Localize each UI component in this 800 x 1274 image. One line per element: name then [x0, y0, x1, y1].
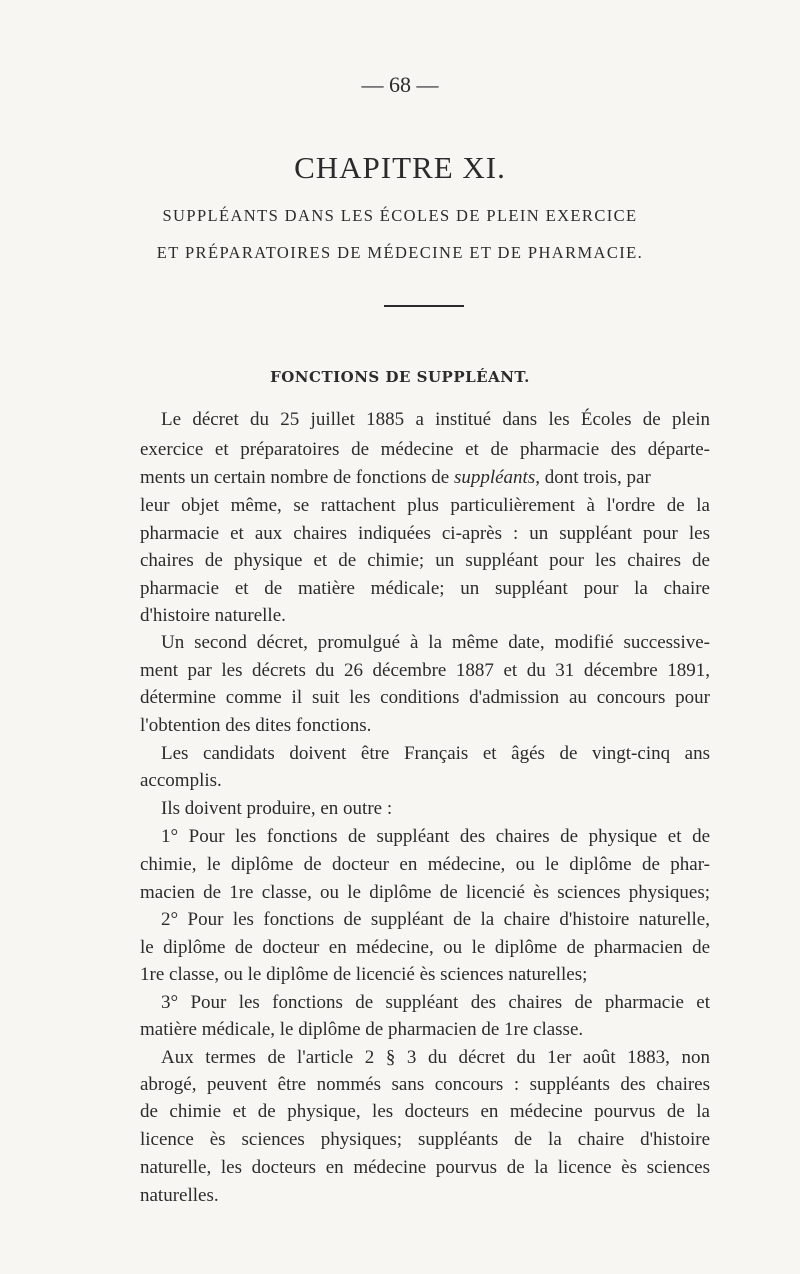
separator-rule: [384, 305, 464, 307]
text-line: 3° Pour les fonctions de suppléant des chaires de pharmacie et: [161, 992, 710, 1013]
text-line: Le décret du 25 juillet 1885 a institué dans les Écoles de plein: [161, 409, 710, 430]
text-line: 1° Pour les fonctions de suppléant des chaires de physique et de: [161, 826, 710, 847]
chapter-subtitle-line-1: SUPPLÉANTS DANS LES ÉCOLES DE PLEIN EXERCICE: [162, 206, 638, 225]
text-line: exercice et préparatoires de médecine et de pharmacie des départe-: [140, 439, 710, 460]
text-run: , dont trois, par: [535, 467, 651, 488]
text-line: ment par les décrets du 26 décembre 1887 et du 31 décembre 1891,: [140, 660, 710, 681]
text-line: chaires de physique et de chimie; un suppléant pour les chaires de: [140, 550, 710, 571]
text-line: naturelle, les docteurs en médecine pourvus de la licence ès sciences: [140, 1157, 710, 1178]
text-line: détermine comme il suit les conditions d'admission au concours pour: [140, 687, 710, 708]
text-line: licence ès sciences physiques; suppléants de la chaire d'histoire: [140, 1129, 710, 1150]
text-line: Ils doivent produire, en outre :: [161, 798, 393, 819]
text-line: macien de 1re classe, ou le diplôme de licencié ès sciences physiques;: [140, 882, 710, 903]
text-line: 1re classe, ou le diplôme de licencié ès sciences naturelles;: [140, 964, 588, 985]
text-line: chimie, le diplôme de docteur en médecine, ou le diplôme de phar-: [140, 854, 710, 875]
text-line: Aux termes de l'article 2 § 3 du décret du 1er août 1883, non: [161, 1047, 710, 1068]
text-line: 2° Pour les fonctions de suppléant de la chaire d'histoire naturelle,: [161, 909, 710, 930]
text-line: leur objet même, se rattachent plus particulièrement à l'ordre de la: [140, 495, 710, 516]
text-line: Les candidats doivent être Français et âgés de vingt-cinq ans: [161, 743, 710, 764]
text-run: ments un certain nombre de fonctions de: [140, 467, 450, 488]
italic-term: suppléants: [453, 467, 536, 488]
text-line: abrogé, peuvent être nommés sans concours : suppléants des chaires: [140, 1074, 710, 1095]
text-line: l'obtention des dites fonctions.: [140, 715, 372, 736]
chapter-subtitle-line-2: ET PRÉPARATOIRES DE MÉDECINE ET DE PHARMACIE.: [156, 243, 644, 262]
text-line: pharmacie et de matière médicale; un suppléant pour la chaire: [140, 578, 710, 599]
text-line: naturelles.: [140, 1185, 219, 1206]
text-line: pharmacie et aux chaires indiquées ci-après : un suppléant pour les: [140, 523, 710, 544]
text-line: Un second décret, promulgué à la même date, modifié successive-: [161, 632, 710, 653]
section-heading: FONCTIONS DE SUPPLÉANT.: [270, 368, 530, 386]
text-line: [140, 464, 651, 492]
text-line: accomplis.: [140, 770, 222, 791]
text-line: de chimie et de physique, les docteurs en médecine pourvus de la: [140, 1101, 710, 1122]
text-line: d'histoire naturelle.: [140, 605, 286, 626]
text-line: matière médicale, le diplôme de pharmacien de 1re classe.: [140, 1019, 584, 1040]
chapter-title: CHAPITRE XI.: [294, 150, 506, 185]
page-number: — 68 —: [361, 72, 439, 97]
text-line: le diplôme de docteur en médecine, ou le diplôme de pharmacien de: [140, 937, 710, 958]
